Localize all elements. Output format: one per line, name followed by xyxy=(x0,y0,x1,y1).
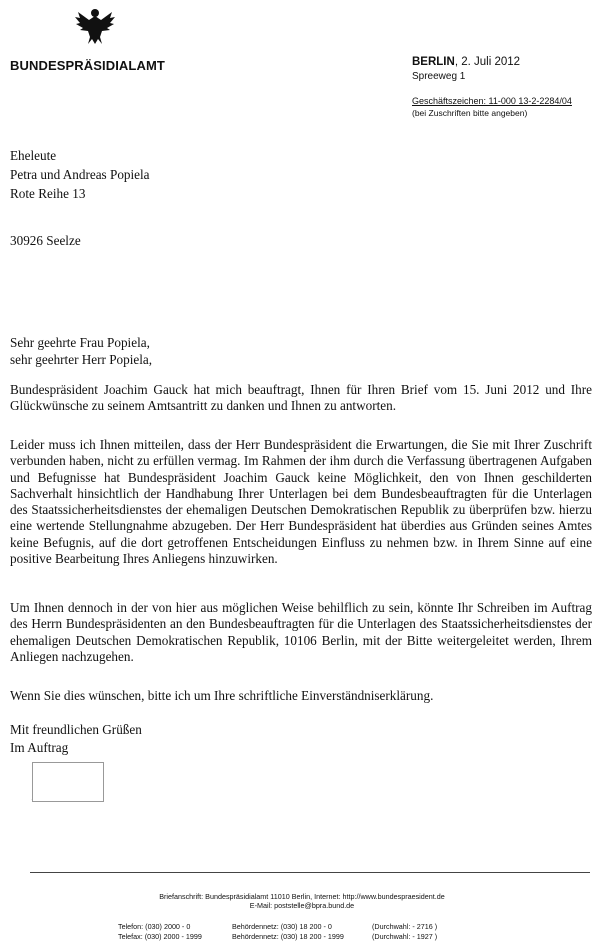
footer-authority-network-phone: Behördennetz: (030) 18 200 - 0 xyxy=(232,922,332,931)
place-and-date xyxy=(412,56,520,68)
federal-eagle-icon xyxy=(74,6,116,46)
body-paragraph: Um Ihnen dennoch in der von hier aus möglichen Weise behilflich zu sein, könnte Ihr Schreiben im Auftrag des Herrn Bundespräsidenten an den Bundesbeauftragten für die Unterlagen des Staatssicherheitsdienstes der ehemaligen Deutschen Demokratischen Republik, 10106 Berlin, mit der Bitte weitergeleitet werden, Ihrem Anliegen nachzugehen. xyxy=(10,600,592,664)
recipient-line: Eheleute xyxy=(10,148,57,163)
salutation-line: Sehr geehrte Frau Popiela, xyxy=(10,335,150,350)
footer-direct-fax: (Durchwahl: - 1927 ) xyxy=(372,932,438,941)
salutation-line: sehr geehrter Herr Popiela, xyxy=(10,352,153,367)
footer-fax: Telefax: (030) 2000 - 1999 xyxy=(118,932,202,941)
recipient-line: Rote Reihe 13 xyxy=(10,186,86,201)
body-paragraph: Bundespräsident Joachim Gauck hat mich beauftragt, Ihnen für Ihren Brief vom 15. Juni 2012 und Ihre Glückwünsche zu seinem Amtsantritt zu danken und Ihnen zu antworten. xyxy=(10,382,592,414)
closing-line: Im Auftrag xyxy=(10,740,69,755)
body-paragraph: Leider muss ich Ihnen mitteilen, dass der Herr Bundespräsident die Erwartungen, die Sie mit Ihrer Zuschrift verbunden haben, nicht zu erfüllen vermag. Im Rahmen der ihm durch die Verfassung übertragenen Aufgaben und Befugnisse hat Bundespräsident Joachim Gauck keine Möglichkeit, den von Ihnen geschilderten Sachverhalt hinsichtlich der Handhabung Ihrer Unterlagen bei dem Bundesbeauftragten für die Unterlagen des Staatssicherheitsdienstes der ehemaligen Deutschen Demokratischen Republik zu überprüfen bzw. hierzu eine wertende Stellungnahme abzugeben. Der Herr Bundespräsident hat überdies aus Gründen seines Amtes keine Befugnis, auf die dort getroffenen Entscheidungen Einfluss zu nehmen bzw. in Ihrem Sinne auf eine positive Bearbeitung Ihres Anliegens hinzuwirken. xyxy=(10,437,592,567)
sender-street: Spreeweg 1 xyxy=(412,71,466,82)
footer-divider xyxy=(30,872,590,873)
redaction-box xyxy=(32,762,104,802)
recipient-address xyxy=(10,148,150,205)
recipient-line: Petra und Andreas Popiela xyxy=(10,167,150,182)
reference-note: (bei Zuschriften bitte angeben) xyxy=(412,108,528,118)
closing-line: Mit freundlichen Grüßen xyxy=(10,722,142,737)
footer-authority-network-fax: Behördennetz: (030) 18 200 - 1999 xyxy=(232,932,344,941)
footer-direct-phone: (Durchwahl: - 2716 ) xyxy=(372,922,438,931)
issuing-authority: BUNDESPRÄSIDIALAMT xyxy=(10,58,165,73)
body-paragraph: Wenn Sie dies wünschen, bitte ich um Ihre schriftliche Einverständniserklärung. xyxy=(10,688,434,703)
reference-number: Geschäftszeichen: 11-000 13-2-2284/04 xyxy=(412,96,572,106)
place: BERLIN xyxy=(412,56,455,68)
salutation xyxy=(10,335,152,369)
footer-phone: Telefon: (030) 2000 - 0 xyxy=(118,922,191,931)
closing xyxy=(10,722,142,758)
recipient-city: 30926 Seelze xyxy=(10,233,81,248)
footer-email: E-Mail: poststelle@bpra.bund.de xyxy=(249,901,355,910)
date: , 2. Juli 2012 xyxy=(454,56,521,68)
footer-postal-address: Briefanschrift: Bundespräsidialamt 11010 Berlin, Internet: http://www.bundespraesident.de xyxy=(159,892,445,901)
